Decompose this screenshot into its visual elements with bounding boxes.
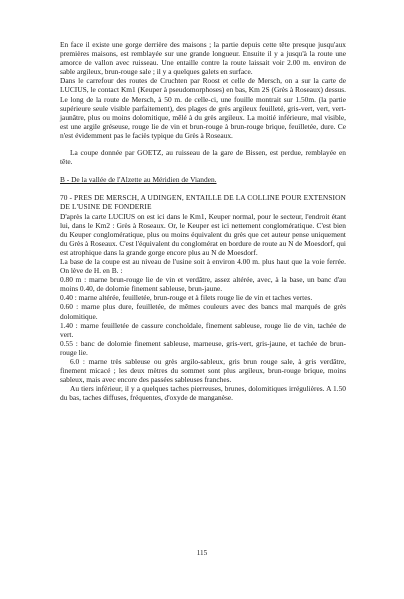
layer-6: 6.0 : marne très sableuse ou grès argilo-sableux, gris brun rouge sale, à gris verdâtre, finement micacé ; les deux mètres du sommet sont plus argileux, brun-rouge brique, moins sableux, mais avec encore des passées sableuses franches. [60, 357, 346, 385]
paragraph-goetz: La coupe donnée par GOETZ, au ruisseau de la gare de Bissen, est perdue, remblayée en tête. [60, 148, 346, 167]
section-heading: B - De la vallée de l'Alzette au Méridien de Vianden. [60, 175, 217, 185]
paragraph-carrefour: Dans le carrefour des routes de Cruchten par Roost et celle de Mersch, on a sur la carte de LUCIUS, le contact Km1 (Keuper à pseudomorphoses) en bas, Km 2S (Grès à Roseaux) dessus. Le long de la route de Mersch, à 50 m. de celle-ci, une fouille montrait sur 1.50m. (la partie supérieure seule visible parfaitement), des plages de grès argileux feuilleté, gris-vert, vert, vert-jaunâtre, plus ou moins dolomitique, mêlé à du grès argileux. La moitié inférieure, mal visible, est une argile gréseuse, rouge lie de vin et brun-rouge à brun-rouge brique, feuilletée, dure. Ce n'est évidemment pas le faciès typique du Grès à Roseaux. [60, 76, 346, 140]
page-number: 115 [196, 549, 208, 557]
subsection-heading: 70 - PRES DE MERSCH, A UDINGEN, ENTAILLE DE LA COLLINE POUR EXTENSION DE L'USINE DE FONDERIE [60, 193, 346, 212]
layer-2: 0.40 : marne altérée, feuilletée, brun-rouge et à filets rouge lie de vin et taches vertes. [60, 293, 313, 303]
layer-3: 0.60 : marne plus dure, feuilletée, de mêmes couleurs avec des bancs mal marqués de grès dolomitique. [60, 302, 346, 321]
layer-1: 0.80 m : marne brun-rouge lie de vin et verdâtre, assez altérée, avec, à la base, un banc d'au moins 0.40, de dolomie finement sableuse, brun-jaune. [60, 275, 346, 294]
intro-block [60, 40, 346, 402]
paragraph-gorge: En face il existe une gorge derrière des maisons ; la partie depuis cette tête presque jusqu'aux premières maisons, est remblayée sur une grande longueur. Ensuite il y a jusqu'à la route une amorce de vallon avec ruisseau. Une entaille contre la route laissait voir 2.00 m. environ de sable argileux, brun-rouge sale ; il y a quelques galets en surface. [60, 40, 346, 77]
paragraph-tiers-inferieur: Au tiers inférieur, il y a quelques taches pierreuses, brunes, dolomitiques irrégulières. A 1.50 du bas, taches diffuses, fréquentes, d'oxyde de manganèse. [60, 384, 346, 403]
paragraph-base-coupe: La base de la coupe est au niveau de l'usine soit à environ 4.00 m. plus haut que la voie ferrée. On lève de H. en B. : [60, 256, 346, 276]
paragraph-lucius: D'après la carte LUCIUS on est ici dans le Km1, Keuper normal, pour le secteur, l'endroit étant lui, dans le Km2 : Grès à Roseaux. Or, le Keuper est ici nettement conglomératique. C'est bien du Keuper conglomératique, plus ou moins équivalent du grès que cet auteur pense uniquement du Grès à Roseaux. C'est l'équivalent du conglomérat en bordure de route au N de Moesdorf, qui est atrophique dans la grande gorge encore plus au N de Moesdorf. [60, 211, 346, 257]
layer-5: 0.55 : banc de dolomie finement sableuse, marneuse, gris-vert, gris-jaune, et tachée de brun-rouge lie. [60, 338, 346, 357]
layer-4: 1.40 : marne feuilletée de cassure conchoïdale, finement sableuse, rouge lie de vin, tachée de vert. [60, 320, 346, 339]
